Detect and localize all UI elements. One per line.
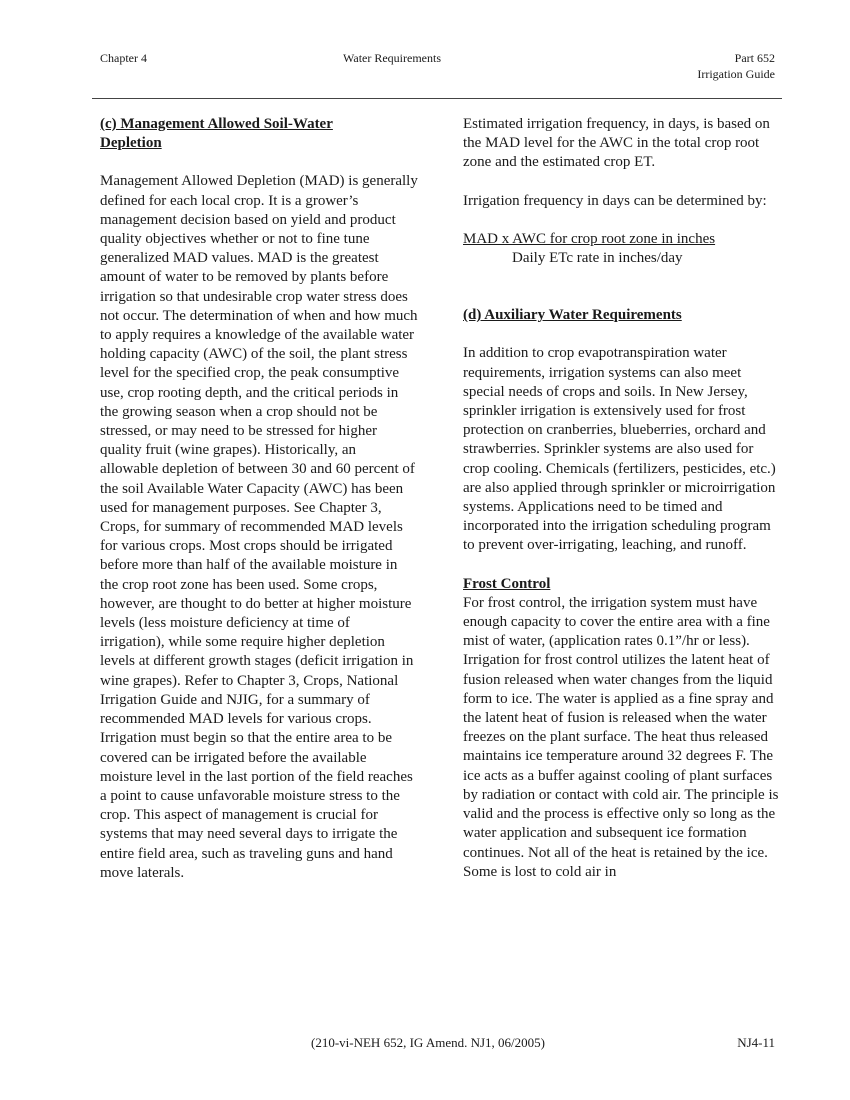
- formula-denominator: Daily ETc rate in inches/day: [512, 250, 683, 267]
- header-divider: [92, 98, 782, 99]
- header-guide-name: Irrigation Guide: [697, 67, 775, 81]
- page-number: NJ4-11: [737, 1035, 775, 1050]
- section-d-body: In addition to crop evapotranspiration water requirements, irrigation systems can also meet special needs of crops and soils. In New Jersey, sprinkler irrigation is extensively used for frost protection on cranberries, blueberries, orchard and strawberries. Sprinkler systems are also used for crop cooling. Chemicals (fertilizers, pesticides, etc.) are also applied through sprinkler or microirrigation systems. Applications need to be timed and incorporated into the irrigation scheduling program to prevent over-irrigating, leaching, and runoff.: [463, 345, 776, 554]
- frost-control-body: For frost control, the irrigation system must have enough capacity to cover the entire area with a fine mist of water, (application rates 0.1”/hr or less). Irrigation for frost control utilizes the latent heat of fusion released when water changes from the liquid form to ice. The water is applied as a fine spray and the latent heat of fusion is released when the water freezes on the plant surface. The heat thus released maintains ice temperature around 32 degrees F. The ice acts as a buffer against cooling of plant surfaces by radiation or contact with cold air. The principle is valid and the process is effective only so long as the water application and subsequent ice formation continues. Not all of the heat is retained by the ice. Some is lost to cold air in: [463, 594, 779, 880]
- section-c-heading: [100, 115, 418, 153]
- header-title: Water Requirements: [343, 51, 441, 65]
- frost-control-heading: Frost Control: [463, 575, 551, 592]
- header-part-number: Part 652: [734, 51, 775, 65]
- left-column: [100, 115, 418, 883]
- frequency-paragraph: Estimated irrigation frequency, in days, is based on the MAD level for the AWC in the total crop root zone and the estimated crop ET.: [463, 116, 770, 171]
- header-part: [697, 50, 775, 82]
- section-c-body: Management Allowed Depletion (MAD) is generally defined for each local crop. It is a grower’s management decision based on yield and product quality objectives whether or not to fine tune generalized MAD values. MAD is the greatest amount of water to be removed by plants before irrigation so that undesirable crop water stress does not occur. The determination of when and how much to apply requires a knowledge of the available water holding capacity (AWC) of the soil, the plant stress level for the specified crop, the peak consumptive use, crop rooting depth, and the critical periods in the growing season when a crop should not be stressed, or may need to be stressed for higher quality fruit (wine grapes). Historically, an allowable depletion of between 30 and 60 percent of the soil Available Water Capacity (AWC) has been used for management purposes. See Chapter 3, Crops, for summary of recommended MAD levels for various crops. Most crops should be irrigated before more than half of the available moisture in the crop root zone has been used. Some crops, however, are thought to do better at higher moisture levels (less moisture deficiency at time of irrigation), while some require higher depletion levels at different growth stages (deficit irrigation in wine grapes). Refer to Chapter 3, Crops, National Irrigation Guide and NJIG, for a summary of recommended MAD levels for various crops. Irrigation must begin so that the entire area to be covered can be irrigated before the available moisture level in the last portion of the field reaches a point to cause unfavorable moisture stress to the crop. This aspect of management is crucial for systems that may need several days to irrigate the entire field area, such as traveling guns and hand move laterals.: [100, 173, 418, 881]
- frequency-intro: Irrigation frequency in days can be determined by:: [463, 192, 767, 209]
- formula-numerator: MAD x AWC for crop root zone in inches: [463, 230, 716, 247]
- section-c-heading-line2: Depletion: [100, 135, 162, 152]
- footer-citation: (210-vi-NEH 652, IG Amend. NJ1, 06/2005): [311, 1035, 545, 1050]
- frequency-formula: [463, 230, 781, 268]
- section-c-heading-line1: (c) Management Allowed Soil-Water: [100, 116, 333, 132]
- section-d-heading: (d) Auxiliary Water Requirements: [463, 307, 682, 324]
- header-chapter: Chapter 4: [100, 51, 147, 65]
- right-column: [463, 115, 781, 882]
